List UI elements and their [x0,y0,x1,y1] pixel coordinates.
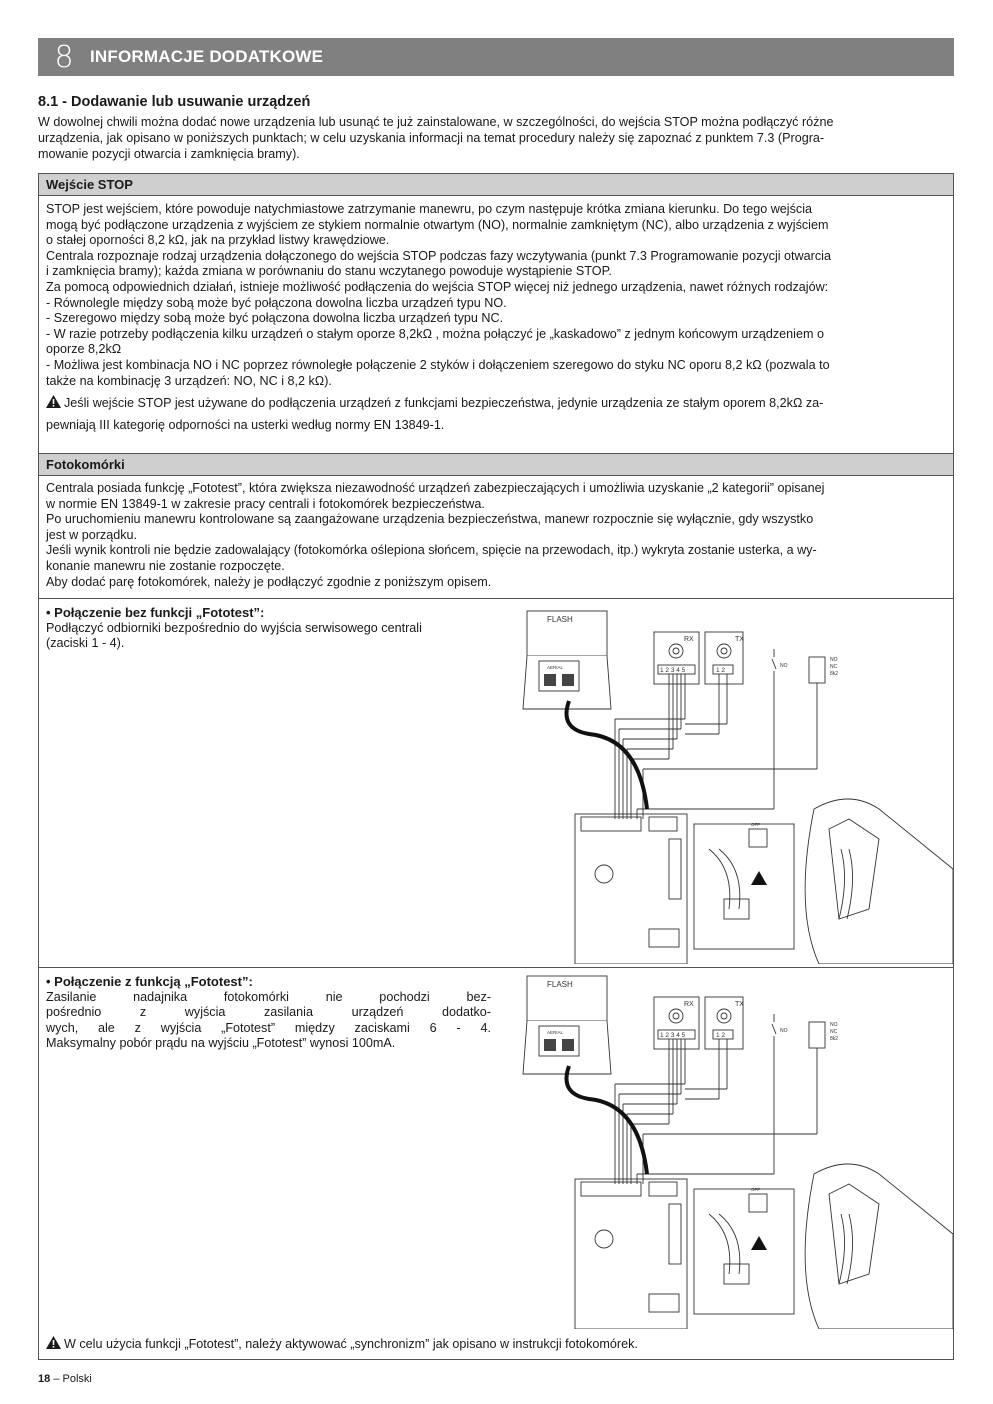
flash-label: FLASH [547,615,573,624]
stop-8k2-label: 8k2 [830,1036,839,1042]
divider [39,967,953,968]
warning-icon [46,1336,61,1349]
no-switch-label: NO [780,663,788,669]
conn-test-title: • Połączenie z funkcją „Fototest”: [46,974,253,989]
stop-line: STOP jest wejściem, które powoduje natychmiastowe zatrzymanie manewru, po czym następuje krótka zmiana kierunku. Do tego wejścia [46,202,812,216]
section-title: 8.1 - Dodawanie lub usuwanie urządzeń [38,94,311,110]
divider [39,598,953,599]
stop-line: Centrala rozpoznaje rodzaj urządzenia dołączonego do wejścia STOP podczas fazy wczytywania (punkt 7.3 Programowanie pozycji otwarcia [46,248,831,263]
intro-line: W dowolnej chwili można dodać nowe urządzenia lub usunąć te już zainstalowane, w szczególności, do wejścia STOP można podłączyć różne [38,115,834,129]
stop-nc-label: NC [830,664,838,670]
stop-line: oporze 8,2kΩ [46,342,122,357]
photo-text [46,481,948,590]
page-number: 18 [38,1373,51,1385]
photo-heading: Fotokomórki [39,453,953,476]
rx-label: RX [684,636,694,643]
no-switch-label: NO [780,1028,788,1034]
rx-terminals: 1 2 3 4 5 [660,1032,686,1039]
conn-line: Maksymalny pobór prądu na wyjściu „Fototest” wynosi 100mA. [46,1036,396,1051]
tx-label: TX [735,1001,744,1008]
page-language: – Polski [53,1373,92,1385]
stop-line: - Możliwa jest kombinacja NO i NC poprzez równoległe połączenie 2 styków i dołączeniem szeregowo do styku NC oporu 8,2 kΩ (pozwala to [46,357,830,372]
rx-label: RX [684,1001,694,1008]
stop-line: mogą być podłączone urządzenia z wyjściem ze stykiem normalnie otwartym (NO), normalnie zamkniętym (NC), albo urządzenia z wyjściem [46,217,829,232]
stop-no-label: NO [830,657,838,663]
conn-line: Zasilanie nadajnika fotokomórki nie pochodzi bez- [46,990,491,1004]
stop-line: także na kombinację 3 urządzeń: NO, NC i 8,2 kΩ). [46,373,332,388]
stop-warning [46,395,948,412]
chapter-header [38,38,954,76]
stop-text [46,202,948,433]
intro-line: mowanie pozycji otwarcia i zamknięcia bramy). [38,147,300,161]
conn-line: Podłączyć odbiorniki bezpośrednio do wyjścia serwisowego centrali [46,621,422,635]
chapter-title: INFORMACJE DODATKOWE [90,47,324,66]
tx-terminals: 1 2 [716,1032,726,1039]
conn-line: pośrednio z wyjścia zasilania urządzeń dodatko- [46,1005,491,1020]
conn-test-text [46,990,491,1052]
stop-line: - Równolegle między sobą może być połączona dowolna liczba urządzeń typu NO. [46,295,507,310]
tx-label: TX [735,636,744,643]
photo-line: Centrala posiada funkcję „Fototest”, która zwiększa niezawodność urządzeń zabezpieczających i umożliwia uzyskanie „2 kategorii” opisanej [46,481,825,495]
wiring-diagram-no-fototest [519,609,953,964]
stop-nc-label: NC [830,1029,838,1035]
tx-terminals: 1 2 [716,667,726,674]
stop-line: o stałej oporności 8,2 kΩ, jak na przykład listwy krawędziowe. [46,233,390,248]
intro-line: urządzenia, jak opisano w poniższych punktach; w celu uzyskania informacji na temat procedury należy się zapoznać z punktem 7.3 (Progra- [38,131,825,145]
stop-no-label: NO [830,1022,838,1028]
rx-terminals: 1 2 3 4 5 [660,667,686,674]
flash-label: FLASH [547,980,573,989]
photo-line: w normie EN 13849-1 w zakresie pracy centrali i fotokomórek bezpieczeństwa. [46,496,485,511]
wiring-diagram-fototest [519,974,953,1329]
photo-line: Po uruchomieniu manewru kontrolowane są zaangażowane urządzenia bezpieczeństwa, manewr rozpocznie się wyłącznie, gdy wszystko [46,512,814,527]
photo-line: Jeśli wynik kontroli nie będzie zadowalający (fotokomórka oślepiona słońcem, spięcie na przewodach, itp.) wykryta zostanie usterka, a wy- [46,543,817,558]
conn-no-test-title: • Połączenie bez funkcji „Fototest”: [46,605,265,620]
stop-warning-line: pewniają III kategorię odporności na usterki według normy EN 13849-1. [46,417,445,432]
chapter-number: 8 [54,39,74,75]
stop-line: - W razie potrzeby podłączenia kilku urządzeń o stałym oporze 8,2kΩ , można połączyć je „kaskadowo” z jednym końcowym urządzeniem o [46,326,824,341]
info-table [38,173,954,1360]
section-intro [38,114,954,162]
aerial-label: AERIAL [547,1030,564,1035]
photo-line: Aby dodać parę fotokomórek, należy je podłączyć zgodnie z poniższym opisem. [46,574,492,589]
conn-no-test-text [46,621,491,652]
stop-line: i zamknięcia bramy); każda zmiana w porównaniu do stanu wczytanego powoduje wystąpienie STOP. [46,264,612,279]
stop-line: Za pomocą odpowiednich działań, istnieje możliwość podłączenia do wejścia STOP więcej niż jednego urządzenia, nawet różnych rodzajów: [46,279,829,294]
final-warning [46,1336,948,1353]
photo-line: konanie manewru nie zostanie rozpoczęte. [46,558,285,573]
conn-line: wych, ale z wyjścia „Fototest” między zaciskami 6 - 4. [46,1020,491,1035]
aerial-label: AERIAL [547,665,564,670]
stop-line: - Szeregowo między sobą może być połączona dowolna liczba urządzeń typu NC. [46,311,504,326]
warning-icon [46,395,61,408]
conn-line: (zaciski 1 - 4). [46,636,125,651]
photo-line: jest w porządku. [46,527,137,542]
stop-8k2-label: 8k2 [830,671,839,677]
off-label: OFF [751,822,760,827]
page-footer [38,1373,92,1385]
final-warning-text: W celu użycia funkcji „Fototest”, należy aktywować „synchronizm” jak opisano w instrukcji fotokomórek. [64,1337,638,1351]
stop-heading: Wejście STOP [39,173,953,196]
off-label: OFF [751,1187,760,1192]
stop-warning-line: Jeśli wejście STOP jest używane do podłączenia urządzeń z funkcjami bezpieczeństwa, jedynie urządzenia ze stałym oporem 8,2kΩ za- [64,396,824,411]
